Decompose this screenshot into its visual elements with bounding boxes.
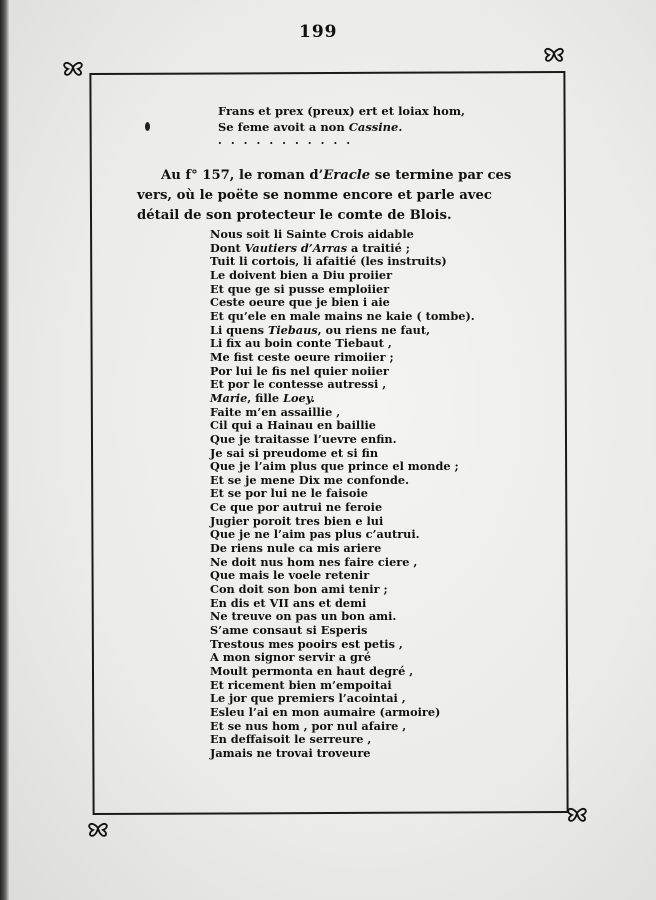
- verse-line: [210, 351, 475, 365]
- verse-line: [210, 255, 475, 269]
- corner-ornament-icon: [543, 42, 565, 64]
- verse-line: [210, 583, 475, 597]
- verse-line: [210, 692, 475, 706]
- text-segment: Ceste oeure que je bien i aie: [210, 295, 390, 310]
- verse-line: [210, 733, 475, 747]
- verse-line: [210, 460, 475, 474]
- quote-line: [218, 103, 465, 119]
- verse-line: [210, 638, 475, 652]
- text-segment: a traitié ;: [347, 240, 410, 255]
- text-segment: De riens nule ca mis ariere: [210, 541, 382, 556]
- text-segment: Me fist ceste oeure rimoiier ;: [210, 349, 394, 364]
- verse-line: [210, 242, 475, 256]
- italic-text: Tiebaus: [267, 322, 318, 337]
- verse-line: [210, 597, 475, 611]
- text-segment: Ne doit nus hom nes faire ciere ,: [210, 554, 418, 569]
- text-segment: Esleu l’ai en mon aumaire (armoire): [210, 704, 441, 719]
- text-segment: Au f° 157, le roman d’: [161, 168, 324, 183]
- text-segment: Et ricement bien m’empoitai: [210, 677, 392, 692]
- text-segment: Ce que por autrui ne feroie: [210, 500, 383, 515]
- text-segment: En deffaisoit le serreure ,: [210, 732, 372, 747]
- verse-line: [210, 706, 475, 720]
- text-segment: , fille: [247, 390, 284, 405]
- italic-text: Marie: [210, 390, 248, 405]
- text-segment: Li quens: [210, 322, 268, 337]
- verse-line: [210, 501, 475, 515]
- verse-line: [210, 610, 475, 624]
- verse-line: [210, 269, 475, 283]
- verse-line: [210, 433, 475, 447]
- corner-ornament-icon: [566, 802, 588, 824]
- text-segment: Li fix au boin conte Tiebaut ,: [210, 336, 392, 351]
- verse-line: [210, 515, 475, 529]
- text-segment: Que je traitasse l’uevre enfin.: [210, 431, 397, 446]
- text-segment: Et que ge si pusse emploiier: [210, 281, 390, 296]
- text-segment: Et se por lui ne le faisoie: [210, 486, 368, 501]
- text-segment: , ou riens ne faut,: [317, 322, 431, 337]
- text-segment: Jamais ne trovai troveure: [210, 745, 371, 760]
- verse-line: [210, 296, 475, 310]
- text-segment: Que je ne l’aim pas plus c’autrui.: [210, 527, 420, 542]
- verse-line: [210, 651, 475, 665]
- corner-ornament-icon: [62, 56, 84, 78]
- verse-line: [210, 747, 475, 761]
- verse-line: [210, 365, 475, 379]
- verse-line: [210, 556, 475, 570]
- verse-line: [210, 487, 475, 501]
- italic-text: Vautiers d’Arras: [244, 240, 348, 255]
- verse-line: [210, 542, 475, 556]
- text-segment: Que je l’aim plus que prince el monde ;: [210, 459, 459, 474]
- verse-line: [210, 665, 475, 679]
- verse-block: [210, 228, 475, 761]
- text-segment: Je sai si preudome et si fin: [210, 445, 379, 460]
- text-segment: Frans et prex (preux) ert et loiax hom,: [218, 104, 465, 118]
- verse-line: [210, 228, 475, 242]
- text-segment: Jugier poroit tres bien e lui: [210, 513, 384, 528]
- verse-line: [210, 679, 475, 693]
- text-segment: A mon signor servir a gré: [210, 650, 372, 665]
- verse-line: [210, 310, 475, 324]
- book-spine-edge: [0, 0, 9, 900]
- text-segment: Tuit li cortois, li afaitié (les instruits): [210, 254, 447, 269]
- text-segment: Dont: [210, 240, 245, 255]
- verse-line: [210, 392, 475, 406]
- text-segment: Le doivent bien a Diu proiier: [210, 267, 393, 282]
- text-segment: Et se nus hom , por nul afaire ,: [210, 718, 407, 733]
- ellipsis-dots: ...........: [218, 134, 360, 147]
- corner-ornament-icon: [87, 817, 109, 839]
- text-segment: Por lui le fis nel quier noiier: [210, 363, 389, 378]
- text-segment: Trestous mes pooirs est petis ,: [210, 636, 403, 651]
- text-segment: S’ame consaut si Esperis: [210, 623, 368, 638]
- verse-line: [210, 569, 475, 583]
- verse-line: [210, 720, 475, 734]
- text-segment: Faite m’en assaillie ,: [210, 404, 341, 419]
- text-segment: Le jor que premiers l’acointai ,: [210, 691, 406, 706]
- text-segment: Moult permonta en haut degré ,: [210, 664, 414, 678]
- ink-blot: [145, 122, 150, 131]
- quote-line: [218, 119, 465, 135]
- verse-line: [210, 419, 475, 433]
- verse-line: [210, 474, 475, 488]
- verse-line: [210, 283, 475, 297]
- page-number: 199: [299, 22, 338, 42]
- quoted-verse: [218, 103, 465, 135]
- verse-line: [210, 378, 475, 392]
- verse-line: [210, 406, 475, 420]
- text-segment: Se feme avoit a non: [218, 120, 349, 134]
- italic-text: Eracle: [323, 168, 371, 183]
- paragraph-indent: [137, 168, 161, 183]
- verse-line: [210, 528, 475, 542]
- text-segment: Et se je mene Dix me confonde.: [210, 472, 410, 487]
- verse-line: [210, 337, 475, 351]
- text-segment: Cil qui a Hainau en baillie: [210, 418, 376, 433]
- text-segment: se termine par ces vers, où le poëte se nomme encore et parle avec détail de son protecteur le comte de Blois.: [137, 168, 512, 223]
- verse-line: [210, 447, 475, 461]
- text-segment: Con doit son bon ami tenir ;: [210, 582, 388, 597]
- text-segment: En dis et VII ans et demi: [210, 595, 367, 610]
- verse-line: [210, 624, 475, 638]
- italic-text: Loey.: [283, 390, 315, 405]
- text-segment: Que mais le voele retenir: [210, 568, 370, 583]
- italic-text: Cassine.: [348, 120, 403, 134]
- text-segment: Ne treuve on pas un bon ami.: [210, 609, 397, 624]
- body-paragraph: [137, 166, 537, 226]
- verse-line: [210, 324, 475, 338]
- text-segment: Et qu’ele en male mains ne kaie ( tombe).: [210, 308, 475, 323]
- text-segment: Et por le contesse autressi ,: [210, 377, 387, 392]
- text-segment: Nous soit li Sainte Crois aidable: [210, 227, 414, 241]
